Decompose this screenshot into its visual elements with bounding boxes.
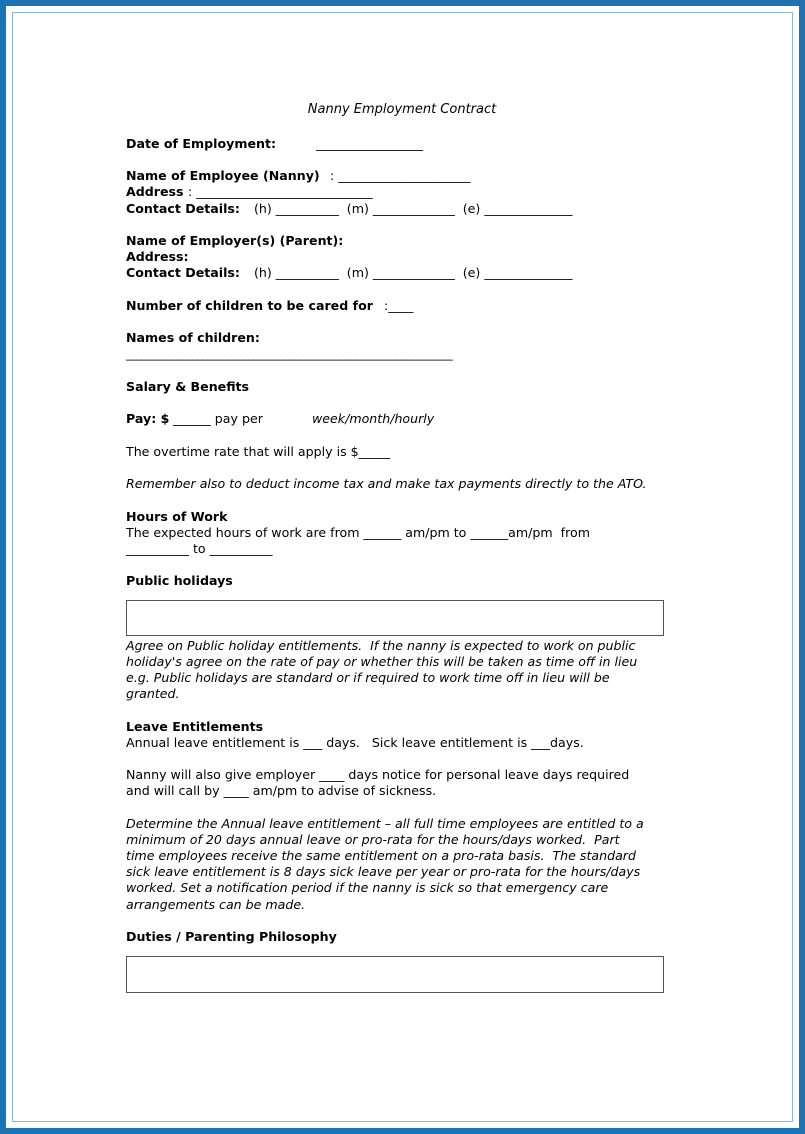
holidays-note-line-2: holiday's agree on the rate of pay or whether this will be taken as time off in lieu — [126, 654, 638, 669]
children-count-label: Number of children to be cared for — [126, 298, 373, 313]
leave-note-line-1: Determine the Annual leave entitlement – all full time employees are entitled to a — [126, 816, 644, 831]
tax-note: Remember also to deduct income tax and make tax payments directly to the ATO. — [126, 476, 647, 491]
employee-address-field[interactable]: : ____________________________ — [188, 184, 373, 199]
holidays-heading: Public holidays — [126, 573, 233, 588]
notice-line-2[interactable]: and will call by ____ am/pm to advise of sickness. — [126, 783, 437, 798]
employee-name-field[interactable]: : _____________________ — [326, 168, 471, 183]
leave-note-line-5: worked. Set a notification period if the nanny is sick so that emergency care — [126, 880, 609, 895]
page-title: Nanny Employment Contract — [307, 102, 497, 117]
duties-input-box[interactable] — [126, 956, 664, 993]
leave-line[interactable]: Annual leave entitlement is ___ days. Sick leave entitlement is ___days. — [126, 735, 584, 750]
children-names-label: Names of children: — [126, 330, 260, 345]
overtime-text[interactable]: The overtime rate that will apply is $_____ — [126, 444, 391, 459]
date-label: Date of Employment: — [126, 136, 277, 151]
holidays-note-line-1: Agree on Public holiday entitlements. If the nanny is expected to work on public — [126, 638, 636, 653]
employer-name-label: Name of Employer(s) (Parent): — [126, 233, 344, 248]
pay-options: week/month/hourly — [312, 411, 435, 426]
notice-line-1[interactable]: Nanny will also give employer ____ days notice for personal leave days required — [126, 767, 630, 782]
hours-heading: Hours of Work — [126, 509, 228, 524]
leave-note-line-2: minimum of 20 days annual leave or pro-rata for the hours/days worked. Part — [126, 832, 620, 847]
employer-contact-label: Contact Details: — [126, 265, 240, 280]
children-names-field[interactable]: ________________________________________________________________ — [126, 347, 453, 361]
duties-heading: Duties / Parenting Philosophy — [126, 929, 337, 944]
leave-heading: Leave Entitlements — [126, 719, 264, 734]
employer-contact-fields[interactable]: (h) __________ (m) _____________ (e) ______________ — [254, 265, 573, 280]
employee-contact-label: Contact Details: — [126, 201, 240, 216]
holidays-input-box[interactable] — [126, 600, 664, 636]
pay-field[interactable]: ______ pay per — [173, 411, 267, 426]
leave-note-line-4: sick leave entitlement is 8 days sick leave per year or pro-rata for the hours/days — [126, 864, 641, 879]
children-count-field[interactable]: :____ — [384, 298, 414, 313]
leave-note-line-6: arrangements can be made. — [126, 897, 306, 912]
employee-contact-fields[interactable]: (h) __________ (m) _____________ (e) ______________ — [254, 201, 573, 216]
leave-note-line-3: time employees receive the same entitlement on a pro-rata basis. The standard — [126, 848, 636, 863]
holidays-note-line-4: granted. — [126, 686, 180, 701]
employer-address-label: Address: — [126, 249, 189, 264]
hours-line-1[interactable]: The expected hours of work are from ______ am/pm to ______am/pm from — [126, 525, 590, 540]
salary-heading: Salary & Benefits — [126, 379, 250, 394]
pay-label: Pay: $ — [126, 411, 170, 426]
employee-name-label: Name of Employee (Nanny) — [126, 168, 320, 183]
date-field[interactable]: _________________ — [316, 136, 424, 151]
employee-address-label: Address — [126, 184, 184, 199]
hours-line-2[interactable]: __________ to __________ — [126, 541, 273, 556]
holidays-note-line-3: e.g. Public holidays are standard or if required to work time off in lieu will be — [126, 670, 610, 685]
